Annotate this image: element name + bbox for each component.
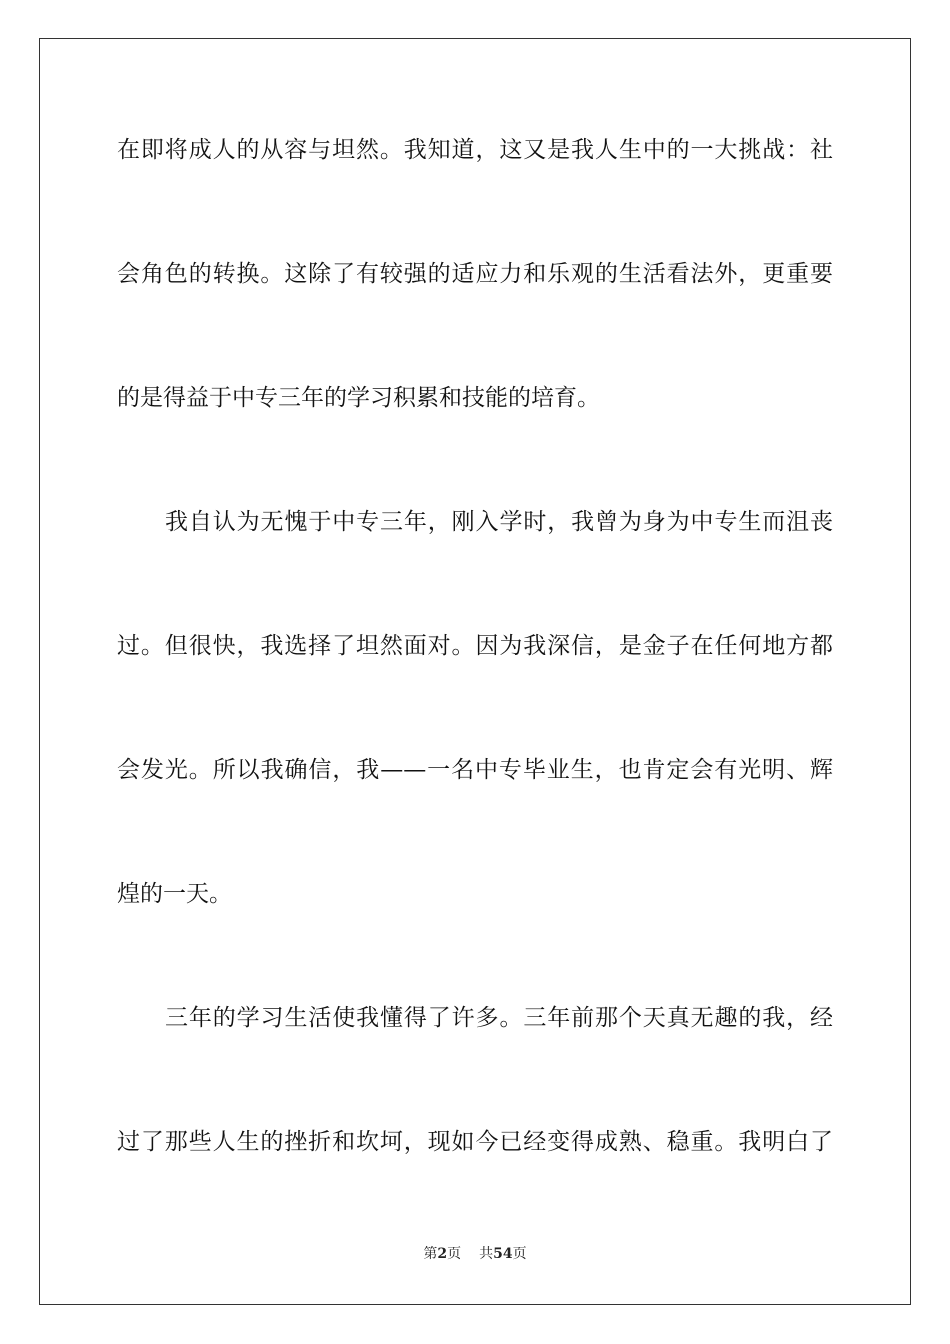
total-prefix: 共 (479, 1246, 494, 1262)
text-line-6: 会发光。所以我确信，我——一名中专毕业生，也肯定会有光明、辉 (117, 757, 833, 783)
text-line-7: 煌的一天。 (117, 881, 232, 907)
text-line-9: 过了那些人生的挫折和坎坷，现如今已经变得成熟、稳重。我明白了 (117, 1129, 833, 1155)
text-line-2: 会角色的转换。这除了有较强的适应力和乐观的生活看法外，更重要 (117, 261, 833, 287)
text-line-5: 过。但很快，我选择了坦然面对。因为我深信，是金子在任何地方都 (117, 633, 833, 659)
page-footer (0, 1244, 950, 1264)
text-line-4: 我自认为无愧于中专三年，刚入学时，我曾为身为中专生而沮丧 (165, 509, 833, 535)
text-line-1: 在即将成人的从容与坦然。我知道，这又是我人生中的一大挑战：社 (117, 137, 833, 163)
text-line-3: 的是得益于中专三年的学习积累和技能的培育。 (117, 385, 600, 411)
total-pages: 54 (493, 1246, 513, 1262)
text-line-8: 三年的学习生活使我懂得了许多。三年前那个天真无趣的我，经 (165, 1005, 833, 1031)
page-border (39, 38, 911, 1305)
page-prefix: 第 (423, 1246, 438, 1262)
page-number: 2 (437, 1246, 448, 1262)
total-suffix: 页 (512, 1246, 527, 1262)
page-suffix: 页 (447, 1246, 462, 1262)
